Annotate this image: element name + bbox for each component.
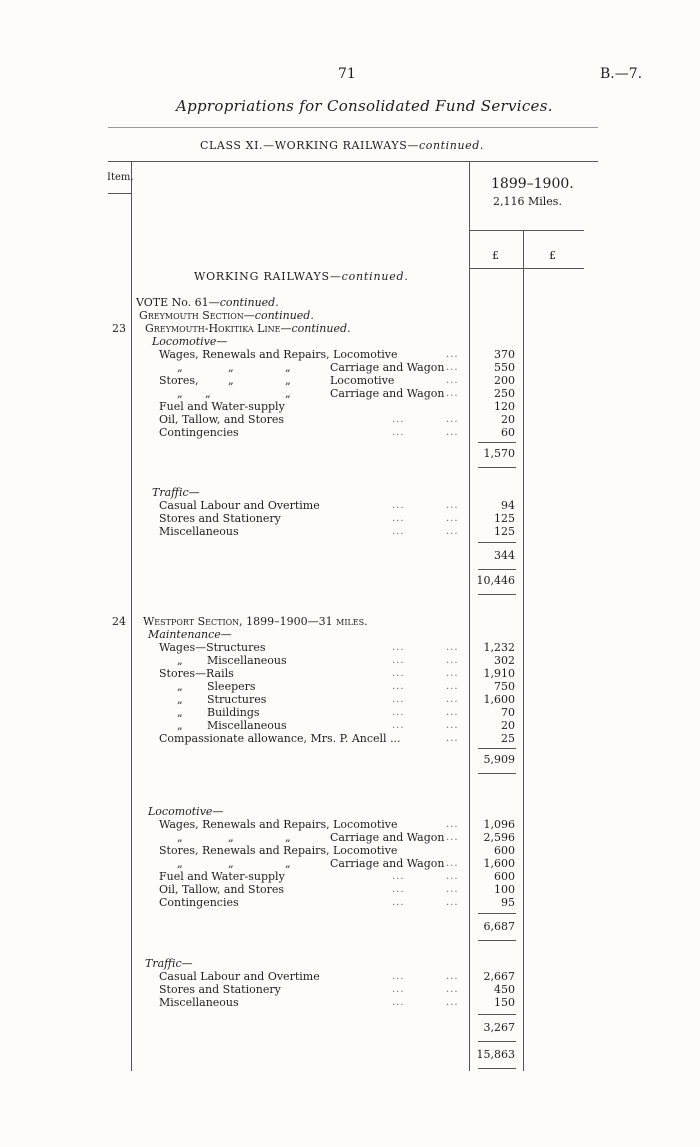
loco1-value: 370 <box>494 348 515 361</box>
greymouth-section-text: Greymouth Section— <box>139 309 255 322</box>
page-title: Appropriations for Consolidated Fund Services. <box>176 97 553 115</box>
stores-label: Stores, <box>159 374 199 387</box>
traffic2-line-3: Miscellaneous <box>159 996 239 1009</box>
subtotal-rule <box>478 467 516 468</box>
leader-dots: ... <box>392 997 405 1008</box>
maint-line-1: Wages—Structures <box>159 641 266 654</box>
leader-dots: ... <box>446 642 459 653</box>
traffic2-value: 450 <box>494 983 515 996</box>
traffic2-value: 150 <box>494 996 515 1009</box>
leader-dots: ... <box>446 694 459 705</box>
leader-dots: ... <box>392 655 405 666</box>
ditto-mark: „ <box>228 857 234 870</box>
loco2-value: 95 <box>501 896 515 909</box>
greymouth-total: 10,446 <box>476 574 515 587</box>
leader-dots: ... <box>446 362 459 373</box>
loco1-line-6: Oil, Tallow, and Stores <box>159 413 285 426</box>
leader-dots: ... <box>392 897 405 908</box>
traffic1-line-1: Casual Labour and Overtime <box>159 499 320 512</box>
loco1-value: 200 <box>494 374 515 387</box>
class-title-text: CLASS XI.—WORKING RAILWAYS— <box>200 139 419 152</box>
item-column-label: Item. <box>107 172 134 183</box>
ditto-mark: „ <box>177 693 183 706</box>
subtotal-rule <box>478 773 516 774</box>
maint-value: 70 <box>501 706 515 719</box>
loco2-value: 100 <box>494 883 515 896</box>
maint-value: 750 <box>494 680 515 693</box>
maint-value: 1,600 <box>483 693 515 706</box>
leader-dots: ... <box>446 375 459 386</box>
class-title-suffix: continued. <box>418 139 484 152</box>
loco2-line-2: Carriage and Wagon <box>330 831 445 844</box>
subtotal-rule <box>478 442 516 443</box>
loco2-value: 1,600 <box>483 857 515 870</box>
loco1-line-5: Fuel and Water-supply <box>159 400 285 413</box>
leader-dots: ... <box>446 388 459 399</box>
leader-dots: ... <box>446 655 459 666</box>
traffic2-line-2: Stores and Stationery <box>159 983 281 996</box>
currency-symbol-1: £ <box>492 249 499 262</box>
subtotal-rule <box>478 542 516 543</box>
traffic1-value: 94 <box>501 499 515 512</box>
ditto-mark: „ <box>285 831 291 844</box>
traffic2-value: 2,667 <box>483 970 515 983</box>
ditto-mark: „ <box>177 857 183 870</box>
leader-dots: ... <box>446 526 459 537</box>
leader-dots: ... <box>392 642 405 653</box>
maint-line-4: Sleepers <box>207 680 256 693</box>
ditto-mark: „ <box>177 706 183 719</box>
loco1-line-1: Wages, Renewals and Repairs, Locomotive <box>159 348 398 361</box>
vote-heading <box>136 297 279 310</box>
traffic1-line-2: Stores and Stationery <box>159 512 281 525</box>
currency-rule <box>469 268 584 269</box>
ditto-mark: „ <box>177 387 183 400</box>
leader-dots: ... <box>392 871 405 882</box>
total-rule <box>478 1068 516 1069</box>
leader-dots: ... <box>392 694 405 705</box>
maint-line-6: Buildings <box>207 706 260 719</box>
traffic1-value: 125 <box>494 525 515 538</box>
loco1-value: 120 <box>494 400 515 413</box>
leader-dots: ... <box>392 427 405 438</box>
ditto-mark: „ <box>228 374 234 387</box>
westport-total: 15,863 <box>476 1048 515 1061</box>
leader-dots: ... <box>446 500 459 511</box>
leader-dots: ... <box>446 871 459 882</box>
ditto-mark: „ <box>285 374 291 387</box>
header-rule <box>108 161 598 162</box>
leader-dots: ... <box>446 668 459 679</box>
subtotal-rule <box>478 1014 516 1015</box>
traffic1-total: 344 <box>494 549 515 562</box>
currency-symbol-2: £ <box>549 249 556 262</box>
leader-dots: ... <box>446 349 459 360</box>
traffic-heading-1: Traffic— <box>152 486 200 499</box>
leader-dots: ... <box>446 997 459 1008</box>
loco1-total: 1,570 <box>483 447 515 460</box>
leader-dots: ... <box>446 971 459 982</box>
miles-heading: 2,116 Miles. <box>493 195 562 208</box>
maint-value: 1,910 <box>483 667 515 680</box>
maint-total: 5,909 <box>483 753 515 766</box>
subtotal-rule <box>478 913 516 914</box>
loco1-line-7: Contingencies <box>159 426 239 439</box>
ditto-mark: „ <box>205 387 211 400</box>
leader-dots: ... <box>446 681 459 692</box>
leader-dots: ... <box>446 884 459 895</box>
loco1-value: 20 <box>501 413 515 426</box>
loco2-value: 600 <box>494 870 515 883</box>
maint-line-5: Structures <box>207 693 267 706</box>
ditto-mark: „ <box>285 361 291 374</box>
greymouth-line-suffix: continued. <box>291 322 351 335</box>
total-rule <box>478 594 516 595</box>
class-title <box>200 139 484 152</box>
maint-value: 302 <box>494 654 515 667</box>
subtotal-rule <box>478 569 516 570</box>
loco1-line-2: Carriage and Wagon <box>330 361 445 374</box>
loco2-line-6: Oil, Tallow, and Stores <box>159 883 285 896</box>
greymouth-line-text: Greymouth-Hokitika Line— <box>145 322 292 335</box>
working-title-text: WORKING RAILWAYS— <box>194 270 342 283</box>
traffic-heading-2: Traffic— <box>145 957 193 970</box>
leader-dots: ... <box>392 414 405 425</box>
leader-dots: ... <box>392 984 405 995</box>
maint-value: 1,232 <box>483 641 515 654</box>
loco2-line-4: Carriage and Wagon <box>330 857 445 870</box>
page-number: 71 <box>338 66 356 82</box>
ditto-mark: „ <box>177 680 183 693</box>
item-number-24: 24 <box>112 615 126 628</box>
leader-dots: ... <box>446 897 459 908</box>
amount-column-mid-rule <box>523 230 524 1071</box>
leader-dots: ... <box>392 526 405 537</box>
section-code: B.—7. <box>600 66 643 82</box>
leader-dots: ... <box>446 414 459 425</box>
loco2-value: 2,596 <box>483 831 515 844</box>
ditto-mark: „ <box>177 654 183 667</box>
item-head-rule <box>108 193 131 194</box>
loco1-value: 60 <box>501 426 515 439</box>
leader-dots: ... <box>392 884 405 895</box>
westport-section-heading: Westport Section, 1899–1900—31 miles. <box>143 615 368 628</box>
loco2-line-3: Stores, Renewals and Repairs, Locomotive <box>159 844 398 857</box>
leader-dots: ... <box>446 707 459 718</box>
vote-suffix: continued. <box>219 296 279 309</box>
maint-value: 25 <box>501 732 515 745</box>
ditto-mark: „ <box>177 719 183 732</box>
working-title-suffix: continued. <box>341 270 409 283</box>
maint-line-2: Miscellaneous <box>207 654 287 667</box>
leader-dots: ... <box>392 513 405 524</box>
greymouth-section-suffix: continued. <box>254 309 314 322</box>
maintenance-heading: Maintenance— <box>148 628 232 641</box>
loco1-line-4: Carriage and Wagon <box>330 387 445 400</box>
leader-dots: ... <box>446 832 459 843</box>
ditto-mark: „ <box>228 831 234 844</box>
ditto-mark: „ <box>285 857 291 870</box>
leader-dots: ... <box>446 858 459 869</box>
loco2-value: 600 <box>494 844 515 857</box>
leader-dots: ... <box>446 984 459 995</box>
ditto-mark: „ <box>228 361 234 374</box>
leader-dots: ... <box>392 720 405 731</box>
leader-dots: ... <box>446 427 459 438</box>
maint-line-8: Compassionate allowance, Mrs. P. Ancell ... <box>159 732 401 745</box>
working-railways-title <box>194 270 409 283</box>
maint-line-3: Stores—Rails <box>159 667 234 680</box>
greymouth-line-heading <box>145 323 351 336</box>
maint-line-7: Miscellaneous <box>207 719 287 732</box>
item-column-rule <box>131 161 132 1071</box>
loco2-line-5: Fuel and Water-supply <box>159 870 285 883</box>
vote-text: VOTE No. 61— <box>136 296 220 309</box>
ditto-mark: „ <box>285 387 291 400</box>
leader-dots: ... <box>392 668 405 679</box>
ditto-mark: „ <box>177 831 183 844</box>
greymouth-section-heading <box>139 310 314 323</box>
amount-column-left-rule <box>469 161 470 1071</box>
year-rule <box>469 230 584 231</box>
leader-dots: ... <box>392 681 405 692</box>
leader-dots: ... <box>392 707 405 718</box>
loco1-value: 250 <box>494 387 515 400</box>
item-number-23: 23 <box>112 322 126 335</box>
traffic1-line-3: Miscellaneous <box>159 525 239 538</box>
subtotal-rule <box>478 748 516 749</box>
title-rule <box>108 127 598 128</box>
traffic2-total: 3,267 <box>483 1021 515 1034</box>
leader-dots: ... <box>446 720 459 731</box>
leader-dots: ... <box>446 819 459 830</box>
leader-dots: ... <box>446 513 459 524</box>
traffic2-line-1: Casual Labour and Overtime <box>159 970 320 983</box>
leader-dots: ... <box>392 500 405 511</box>
subtotal-rule <box>478 1041 516 1042</box>
loco1-line-3: Locomotive <box>330 374 395 387</box>
loco2-value: 1,096 <box>483 818 515 831</box>
loco2-line-7: Contingencies <box>159 896 239 909</box>
loco2-total: 6,687 <box>483 920 515 933</box>
ditto-mark: „ <box>177 361 183 374</box>
maint-value: 20 <box>501 719 515 732</box>
traffic1-value: 125 <box>494 512 515 525</box>
year-heading: 1899–1900. <box>491 176 574 192</box>
loco1-value: 550 <box>494 361 515 374</box>
locomotive-heading-2: Locomotive— <box>148 805 224 818</box>
leader-dots: ... <box>392 971 405 982</box>
locomotive-heading-1: Locomotive— <box>152 335 228 348</box>
subtotal-rule <box>478 940 516 941</box>
leader-dots: ... <box>446 733 459 744</box>
loco2-line-1: Wages, Renewals and Repairs, Locomotive <box>159 818 398 831</box>
